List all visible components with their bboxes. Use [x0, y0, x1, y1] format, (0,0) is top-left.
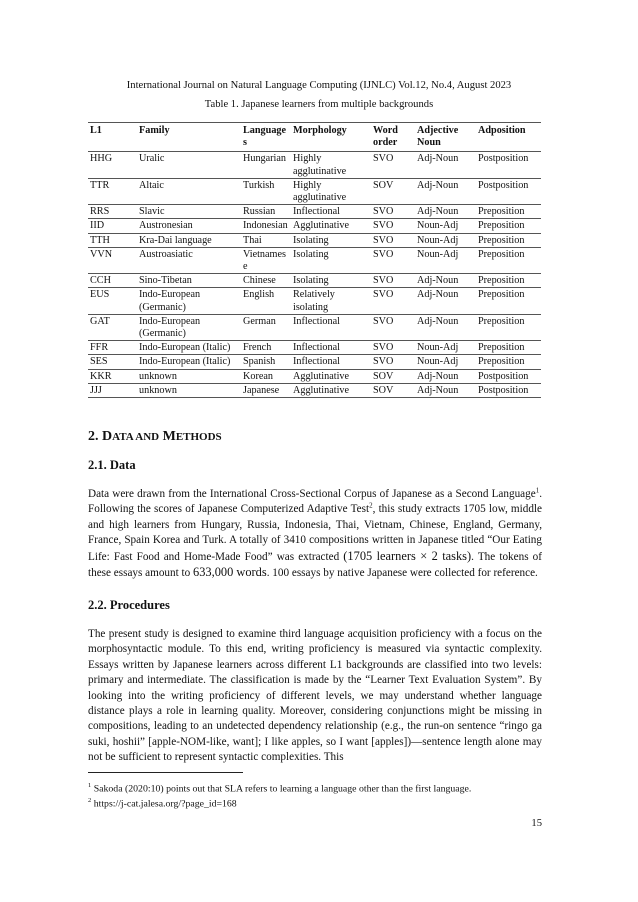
- table-cell: SVO: [371, 233, 415, 247]
- table-cell: RRS: [88, 205, 137, 219]
- table-cell: HHG: [88, 152, 137, 178]
- table-cell: Highly agglutinative: [291, 178, 371, 204]
- table-cell: Agglutinative: [291, 369, 371, 383]
- table-cell: French: [241, 341, 291, 355]
- table-cell: Spanish: [241, 355, 291, 369]
- column-header: Languages: [241, 123, 291, 152]
- table-row: [88, 274, 541, 288]
- column-header: Morphology: [291, 123, 371, 152]
- table-cell: SES: [88, 355, 137, 369]
- table-cell: Isolating: [291, 274, 371, 288]
- table-cell: Isolating: [291, 247, 371, 273]
- table-cell: Austronesian: [137, 219, 241, 233]
- table-cell: Indo-European (Germanic): [137, 288, 241, 314]
- table-cell: unknown: [137, 383, 241, 397]
- table-cell: FFR: [88, 341, 137, 355]
- column-header: Adposition: [476, 123, 541, 152]
- table-cell: Noun-Adj: [415, 219, 476, 233]
- table-cell: Preposition: [476, 341, 541, 355]
- table-cell: Adj-Noun: [415, 314, 476, 340]
- data-subheading: 2.1. Data: [88, 458, 136, 472]
- table-cell: Slavic: [137, 205, 241, 219]
- table-row: [88, 247, 541, 273]
- table-cell: Vietnamese: [241, 247, 291, 273]
- data-paragraph: Data were drawn from the International Cross-Sectional Corpus of Japanese as a Second Language$^1$. Following the scores of Japanese Computerized Adaptive Test$^2$, this study extracts 1705 low, middle and high learners from Hungary, Russia, Indonesia, Thai, Vietnam, Chinese, England, Germany, France, Spain Korea and Turk. A totally of 3410 compositions written in Japanese titled “Our Eating Life: Fast Food and Home-Made Food” was extracted (1705 learners × 2 tasks). The tokens of these essays amount to 633,000 words. 100 essays by native Japanese were collected for reference.: [88, 486, 542, 580]
- procedures-paragraph: The present study is designed to examine third language acquisition proficiency with a focus on the morphosyntactic module. To this end, writing proficiency is measured via syntactic complexity. Essays written by Japanese learners across different L1 backgrounds are classified into two levels: primary and intermediate. The classification is made by the “Learner Text Evaluation System”. By looking into the writing proficiency of different levels, we may understand whether language distance plays a role in learning quality. Moreover, considering conjunctions might be missing in compositions, leading to an undetected dependency relationship (e.g., the run-on sentence “ringo ga suki, hoshii” [apple-NOM-like, want]; I like apples, so I want [apples])—sentence length alone may not be sufficient to represent syntactic complexities. This: [88, 628, 542, 764]
- table-cell: Austroasiatic: [137, 247, 241, 273]
- table-body: [88, 152, 541, 398]
- footnote-1: $^1$ Sakoda (2020:10) points out that SLA refers to learning a language other than the first language.: [88, 782, 472, 795]
- table-cell: IID: [88, 219, 137, 233]
- table-cell: Adj-Noun: [415, 274, 476, 288]
- table-cell: Adj-Noun: [415, 369, 476, 383]
- table-cell: Hungarian: [241, 152, 291, 178]
- table-cell: Isolating: [291, 233, 371, 247]
- table-cell: Russian: [241, 205, 291, 219]
- table-cell: SOV: [371, 178, 415, 204]
- languages-table: [88, 122, 541, 398]
- table-cell: SVO: [371, 355, 415, 369]
- table-cell: Postposition: [476, 369, 541, 383]
- table-cell: SOV: [371, 369, 415, 383]
- table-cell: KKR: [88, 369, 137, 383]
- table-header-row: [88, 123, 541, 152]
- table-cell: SOV: [371, 383, 415, 397]
- table-cell: Preposition: [476, 288, 541, 314]
- table-row: [88, 314, 541, 340]
- table-cell: SVO: [371, 205, 415, 219]
- table-cell: Inflectional: [291, 341, 371, 355]
- table-cell: Postposition: [476, 178, 541, 204]
- footnote-ref-1[interactable]: 1: [535, 486, 540, 495]
- table-cell: CCH: [88, 274, 137, 288]
- running-header: International Journal on Natural Language Computing (IJNLC) Vol.12, No.4, August 2023: [126, 80, 512, 91]
- table-cell: Preposition: [476, 274, 541, 288]
- table-cell: unknown: [137, 369, 241, 383]
- table-cell: Noun-Adj: [415, 341, 476, 355]
- footnote-rule: [88, 772, 243, 773]
- table-cell: Indo-European (Italic): [137, 341, 241, 355]
- table-cell: Adj-Noun: [415, 288, 476, 314]
- table-cell: Korean: [241, 369, 291, 383]
- table-caption: Table 1. Japanese learners from multiple backgrounds: [204, 99, 434, 110]
- table-cell: SVO: [371, 288, 415, 314]
- table-cell: SVO: [371, 341, 415, 355]
- table-cell: Turkish: [241, 178, 291, 204]
- table-cell: Thai: [241, 233, 291, 247]
- table-cell: Altaic: [137, 178, 241, 204]
- table-cell: Noun-Adj: [415, 247, 476, 273]
- table-cell: TTR: [88, 178, 137, 204]
- page-number: 15: [531, 818, 542, 829]
- table-cell: Noun-Adj: [415, 233, 476, 247]
- table-row: [88, 152, 541, 178]
- table-cell: German: [241, 314, 291, 340]
- table-cell: Indo-European (Germanic): [137, 314, 241, 340]
- table-cell: JJJ: [88, 383, 137, 397]
- table-cell: Japanese: [241, 383, 291, 397]
- procedures-subheading: 2.2. Procedures: [88, 598, 170, 612]
- table-cell: Highly agglutinative: [291, 152, 371, 178]
- table-row: [88, 355, 541, 369]
- table-cell: Chinese: [241, 274, 291, 288]
- table-row: [88, 178, 541, 204]
- table-cell: Preposition: [476, 219, 541, 233]
- table-cell: Preposition: [476, 247, 541, 273]
- table-cell: Inflectional: [291, 205, 371, 219]
- table-cell: Preposition: [476, 314, 541, 340]
- table-cell: SVO: [371, 314, 415, 340]
- table-cell: Relatively isolating: [291, 288, 371, 314]
- table-cell: Inflectional: [291, 355, 371, 369]
- table-cell: VVN: [88, 247, 137, 273]
- table-cell: SVO: [371, 247, 415, 273]
- table-cell: Adj-Noun: [415, 152, 476, 178]
- table-cell: TTH: [88, 233, 137, 247]
- table-row: [88, 341, 541, 355]
- table-cell: Preposition: [476, 233, 541, 247]
- table-cell: SVO: [371, 219, 415, 233]
- table-row: [88, 233, 541, 247]
- table-cell: Adj-Noun: [415, 178, 476, 204]
- column-header: Word order: [371, 123, 415, 152]
- table-cell: Indonesian: [241, 219, 291, 233]
- table-cell: Agglutinative: [291, 219, 371, 233]
- table-cell: Kra-Dai language: [137, 233, 241, 247]
- table-row: [88, 205, 541, 219]
- table-row: [88, 369, 541, 383]
- table-cell: EUS: [88, 288, 137, 314]
- column-header: Adjective Noun: [415, 123, 476, 152]
- table-cell: SVO: [371, 274, 415, 288]
- table-cell: Noun-Adj: [415, 355, 476, 369]
- section-heading: 2. DATA AND METHODS: [88, 429, 222, 444]
- column-header: L1: [88, 123, 137, 152]
- table-cell: Preposition: [476, 205, 541, 219]
- table-cell: English: [241, 288, 291, 314]
- table-cell: Indo-European (Italic): [137, 355, 241, 369]
- table-row: [88, 383, 541, 397]
- table-cell: Sino-Tibetan: [137, 274, 241, 288]
- table-cell: Postposition: [476, 383, 541, 397]
- table-cell: Uralic: [137, 152, 241, 178]
- table-cell: GAT: [88, 314, 137, 340]
- table-row: [88, 219, 541, 233]
- column-header: Family: [137, 123, 241, 152]
- footnote-ref-2[interactable]: 2: [369, 501, 373, 510]
- footnote-2: $^2$ https://j-cat.jalesa.org/?page_id=168: [88, 797, 237, 810]
- table-cell: Inflectional: [291, 314, 371, 340]
- table-cell: Agglutinative: [291, 383, 371, 397]
- table-cell: Adj-Noun: [415, 205, 476, 219]
- table-cell: Preposition: [476, 355, 541, 369]
- table-cell: SVO: [371, 152, 415, 178]
- table-cell: Adj-Noun: [415, 383, 476, 397]
- table-row: [88, 288, 541, 314]
- table-cell: Postposition: [476, 152, 541, 178]
